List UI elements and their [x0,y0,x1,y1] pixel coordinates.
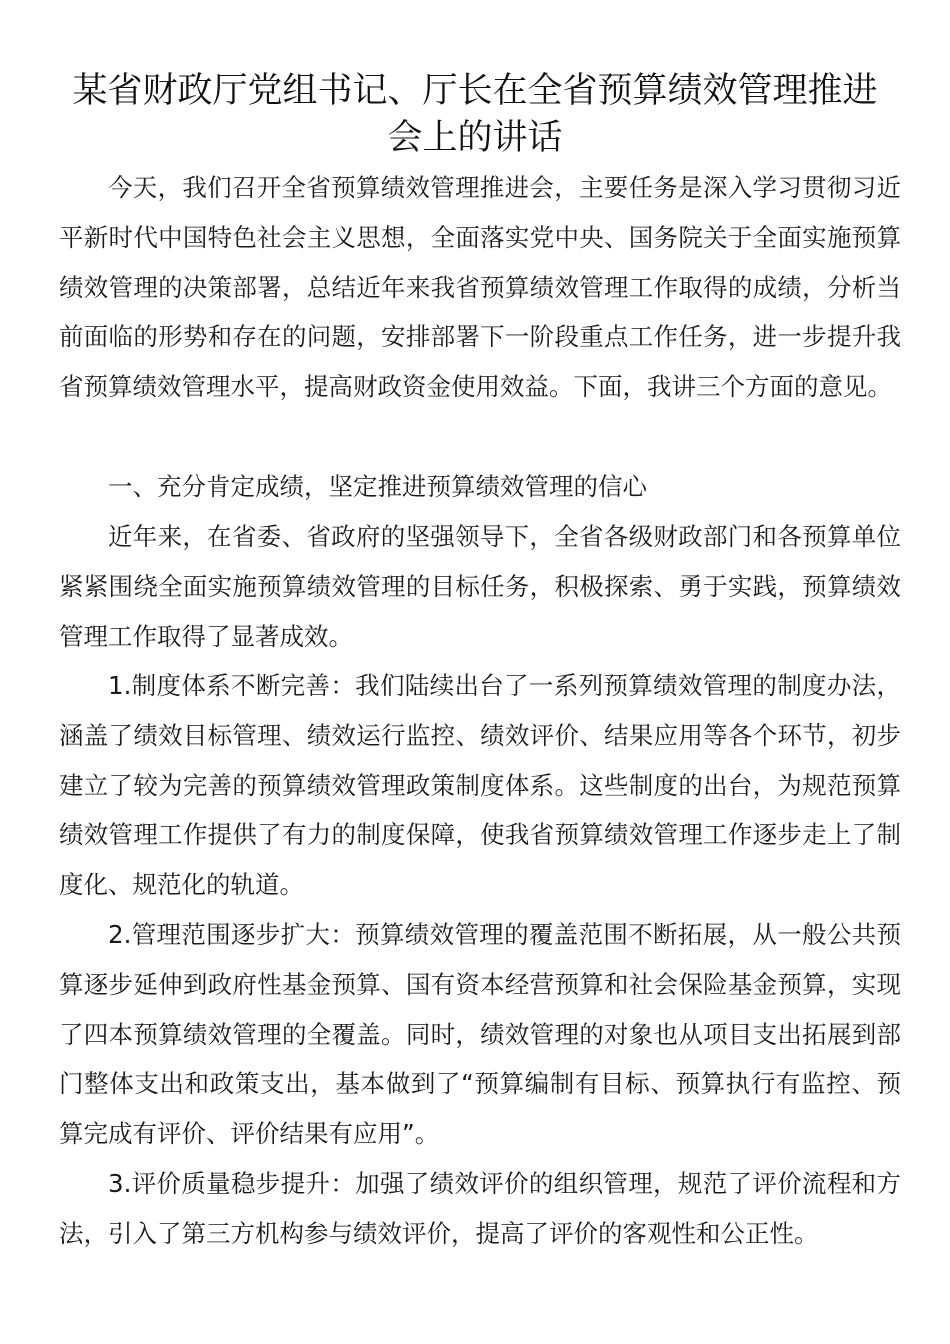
paragraph-point-3: 3.评价质量稳步提升：加强了绩效评价的组织管理，规范了评价流程和方法，引入了第三方机构参与绩效评价，提高了评价的客观性和公正性。 [59,1169,901,1248]
document-title-line-2: 会上的讲话 [387,118,563,158]
paragraph-intro: 今天，我们召开全省预算绩效管理推进会，主要任务是深入学习贯彻习近平新时代中国特色社会主义思想，全面落实党中央、国务院关于全面实施预算绩效管理的决策部署，总结近年来我省预算绩效管理工作取得的成绩，分析当前面临的形势和存在的问题，安排部署下一阶段重点工作任务，进一步提升我省预算绩效管理水平，提高财政资金使用效益。下面，我讲三个方面的意见。 [59,173,901,402]
document-title-line-1: 某省财政厅党组书记、厅长在全省预算绩效管理推进 [72,71,878,111]
paragraph-point-1: 1.制度体系不断完善：我们陆续出台了一系列预算绩效管理的制度办法，涵盖了绩效目标管理、绩效运行监控、绩效评价、结果应用等各个环节，初步建立了较为完善的预算绩效管理政策制度体系。这些制度的出台，为规范预算绩效管理工作提供了有力的制度保障，使我省预算绩效管理工作逐步走上了制度化、规范化的轨道。 [59,671,901,900]
section-heading-1: 一、充分肯定成绩，坚定推进预算绩效管理的信心 [108,472,647,501]
paragraph-achievements-overview: 近年来，在省委、省政府的坚强领导下，全省各级财政部门和各预算单位紧紧围绕全面实施预算绩效管理的目标任务，积极探索、勇于实践，预算绩效管理工作取得了显著成效。 [59,522,901,651]
paragraph-point-2: 2.管理范围逐步扩大：预算绩效管理的覆盖范围不断拓展，从一般公共预算逐步延伸到政府性基金预算、国有资本经营预算和社会保险基金预算，实现了四本预算绩效管理的全覆盖。同时，绩效管理的对象也从项目支出拓展到部门整体支出和政策支出，基本做到了“预算编制有目标、预算执行有监控、预算完成有评价、评价结果有应用”。 [59,920,901,1149]
